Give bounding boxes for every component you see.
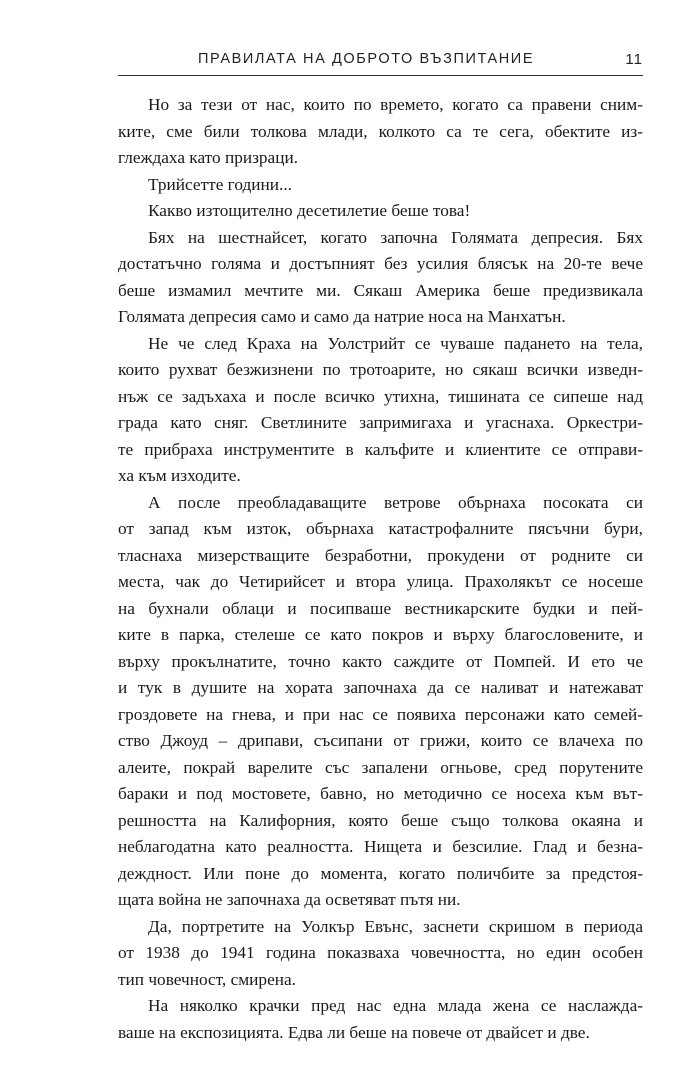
text-line: деждност. Или поне до момента, когато поличбите за предстоя- (118, 863, 643, 883)
text-line: ваше на експозицията. Едва ли беше на повече от двайсет и две. (118, 1022, 590, 1042)
paragraph (118, 225, 643, 331)
text-line: на бухнали облаци и посипваше вестникарските будки и пей- (118, 598, 643, 618)
paragraph (118, 331, 643, 490)
text-line: щата война не започнаха да осветяват пътя ни. (118, 890, 461, 909)
text-line: беше измамил мечтите ми. Сякаш Америка беше предизвикала (118, 280, 643, 300)
text-line: неблагодатна като реалността. Нищета и безсилие. Глад и безна- (118, 837, 643, 856)
text-line: нъж се задъхаха и после всичко утихна, тишината се сипеше над (118, 386, 643, 406)
page-number: 11 (625, 51, 643, 68)
body-text (118, 92, 643, 1046)
text-line: Но за тези от нас, които по времето, когато са правени сним- (148, 95, 643, 114)
header-rule (118, 75, 643, 76)
paragraph (118, 993, 643, 1046)
text-line: глеждаха като призраци. (118, 148, 299, 167)
text-line: Какво изтощително десетилетие беше това! (148, 201, 471, 220)
text-line: града като сняг. Светлините запримигаха и угаснаха. Оркестри- (118, 413, 643, 432)
text-line: от запад към изток, обърнаха катастрофалните пясъчни бури, (118, 519, 643, 538)
text-line: бараки и под мостовете, бавно, но методично се носеха към вът- (118, 784, 643, 803)
text-line: места, чак до Четирийсет и втора улица. Прахолякът се носеше (118, 572, 643, 591)
text-line: Трийсетте години... (148, 174, 292, 194)
paragraph (118, 490, 643, 914)
paragraph (118, 92, 643, 172)
text-line: Бях на шестнайсет, когато започна Голямата депресия. Бях (148, 227, 643, 247)
text-line: Да, портретите на Уолкър Евънс, заснети скришом в периода (148, 916, 643, 936)
running-title: ПРАВИЛАТА НА ДОБРОТО ВЪЗПИТАНИЕ (198, 51, 535, 67)
running-head (118, 51, 643, 71)
text-line: ха към изходите. (118, 466, 241, 485)
paragraph (118, 172, 643, 199)
text-line: решността на Калифорния, която беше също толкова окаяна и (118, 810, 643, 830)
text-line: А после преобладаващите ветрове обърнаха посоката си (148, 492, 643, 512)
text-line: ките, сме били толкова млади, колкото са те сега, обектите из- (118, 121, 643, 141)
paragraph (118, 914, 643, 994)
text-line: и тук в душите на хората започнаха да се наливат и натежават (118, 678, 643, 697)
text-line: които рухват безжизнени по тротоарите, но сякаш всички изведн- (118, 360, 643, 379)
text-line: тип човечност, смирена. (118, 969, 296, 989)
paragraph (118, 198, 643, 225)
text-line: достатъчно голяма и достъпният без усилия блясък на 20-те вече (118, 254, 643, 273)
text-line: гроздовете на гнева, и при нас се появиха персонажи като семей- (118, 704, 643, 724)
text-line: ство Джоуд – дрипави, съсипани от грижи, които се влачеха по (118, 731, 643, 750)
text-line: върху прокълнатите, точно както саждите от Помпей. И ето че (118, 651, 643, 671)
text-line: Не че след Краха на Уолстрийт се чуваше падането на тела, (148, 333, 643, 353)
text-line: те прибраха инструментите в калъфите и клиентите се отправи- (118, 439, 643, 459)
text-line: Голямата депресия само и само да натрие носа на Манхатън. (118, 307, 566, 326)
text-line: На няколко крачки пред нас една млада жена се наслажда- (148, 996, 643, 1015)
text-line: от 1938 до 1941 година показваха човечността, но един особен (118, 943, 643, 962)
text-line: ките в парка, стелеше се като покров и върху благословените, и (118, 625, 643, 644)
text-line: тласнаха мизерстващите безработни, прокудени от родните си (118, 545, 643, 565)
text-line: алеите, покрай варелите със запалени огньове, сред порутените (118, 757, 643, 777)
